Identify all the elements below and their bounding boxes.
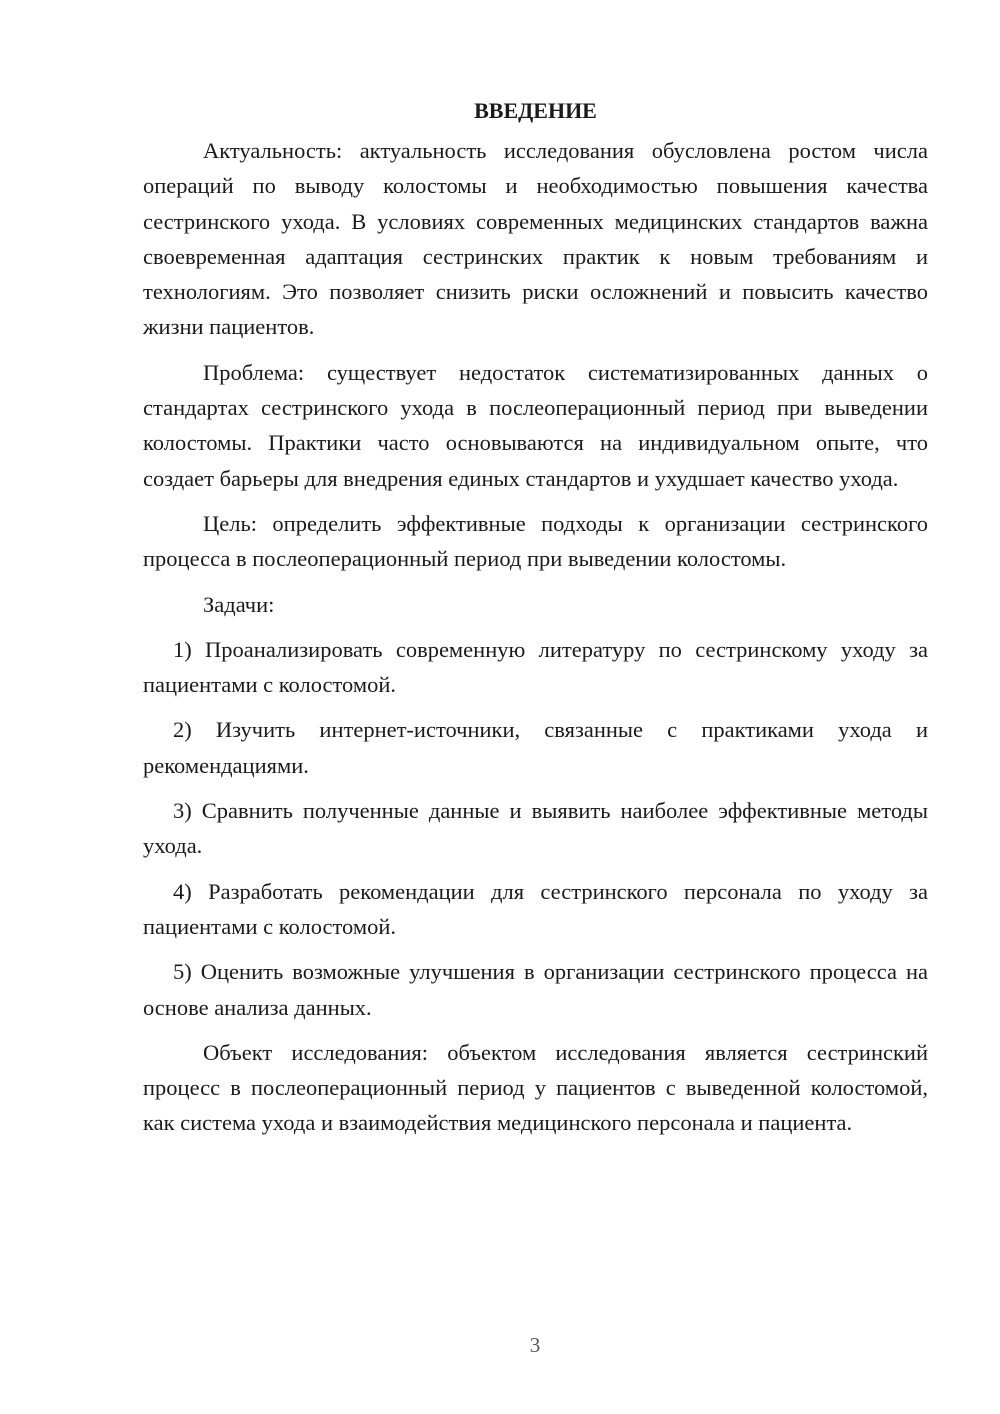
section-title: ВВЕДЕНИЕ [474, 98, 597, 123]
page-number: 3 [529, 1333, 541, 1357]
tasks-heading: Задачи: [203, 591, 275, 617]
document-page [143, 93, 928, 1151]
task-item: 4) Разработать рекомендации для сестринского персонала по уходу за пациентами с колостомой. [143, 878, 928, 939]
task-item: 3) Сравнить полученные данные и выявить наиболее эффективные методы ухода. [143, 798, 928, 859]
object-paragraph: Объект исследования: объектом исследования является сестринский процесс в послеоперационный период у пациентов с выведенной колостомой, как система ухода и взаимодействия медицинского персонала и пациента. [143, 1039, 928, 1136]
task-item: 1) Проанализировать современную литературу по сестринскому уходу за пациентами с колостомой. [143, 636, 928, 698]
relevance-paragraph: Актуальность: актуальность исследования обусловлена ростом числа операций по выводу колостомы и необходимостью повышения качества сестринского ухода. В условиях современных медицинских стандартов важна своевременная адаптация сестринских практик к новым требованиям и технологиям. Это позволяет снизить риски осложнений и повысить качество жизни пациентов. [143, 138, 928, 340]
task-item: 5) Оценить возможные улучшения в организации сестринского процесса на основе анализа данных. [143, 959, 928, 1020]
goal-paragraph: Цель: определить эффективные подходы к организации сестринского процесса в послеоперационный период при выведении колостомы. [143, 510, 928, 572]
task-item: 2) Изучить интернет-источники, связанные с практиками ухода и рекомендациями. [143, 717, 928, 778]
problem-paragraph: Проблема: существует недостаток систематизированных данных о стандартах сестринского ухода в послеоперационный период при выведении колостомы. Практики часто основываются на индивидуальном опыте, что создает барьеры для внедрения единых стандартов и ухудшает качество ухода. [143, 359, 928, 491]
